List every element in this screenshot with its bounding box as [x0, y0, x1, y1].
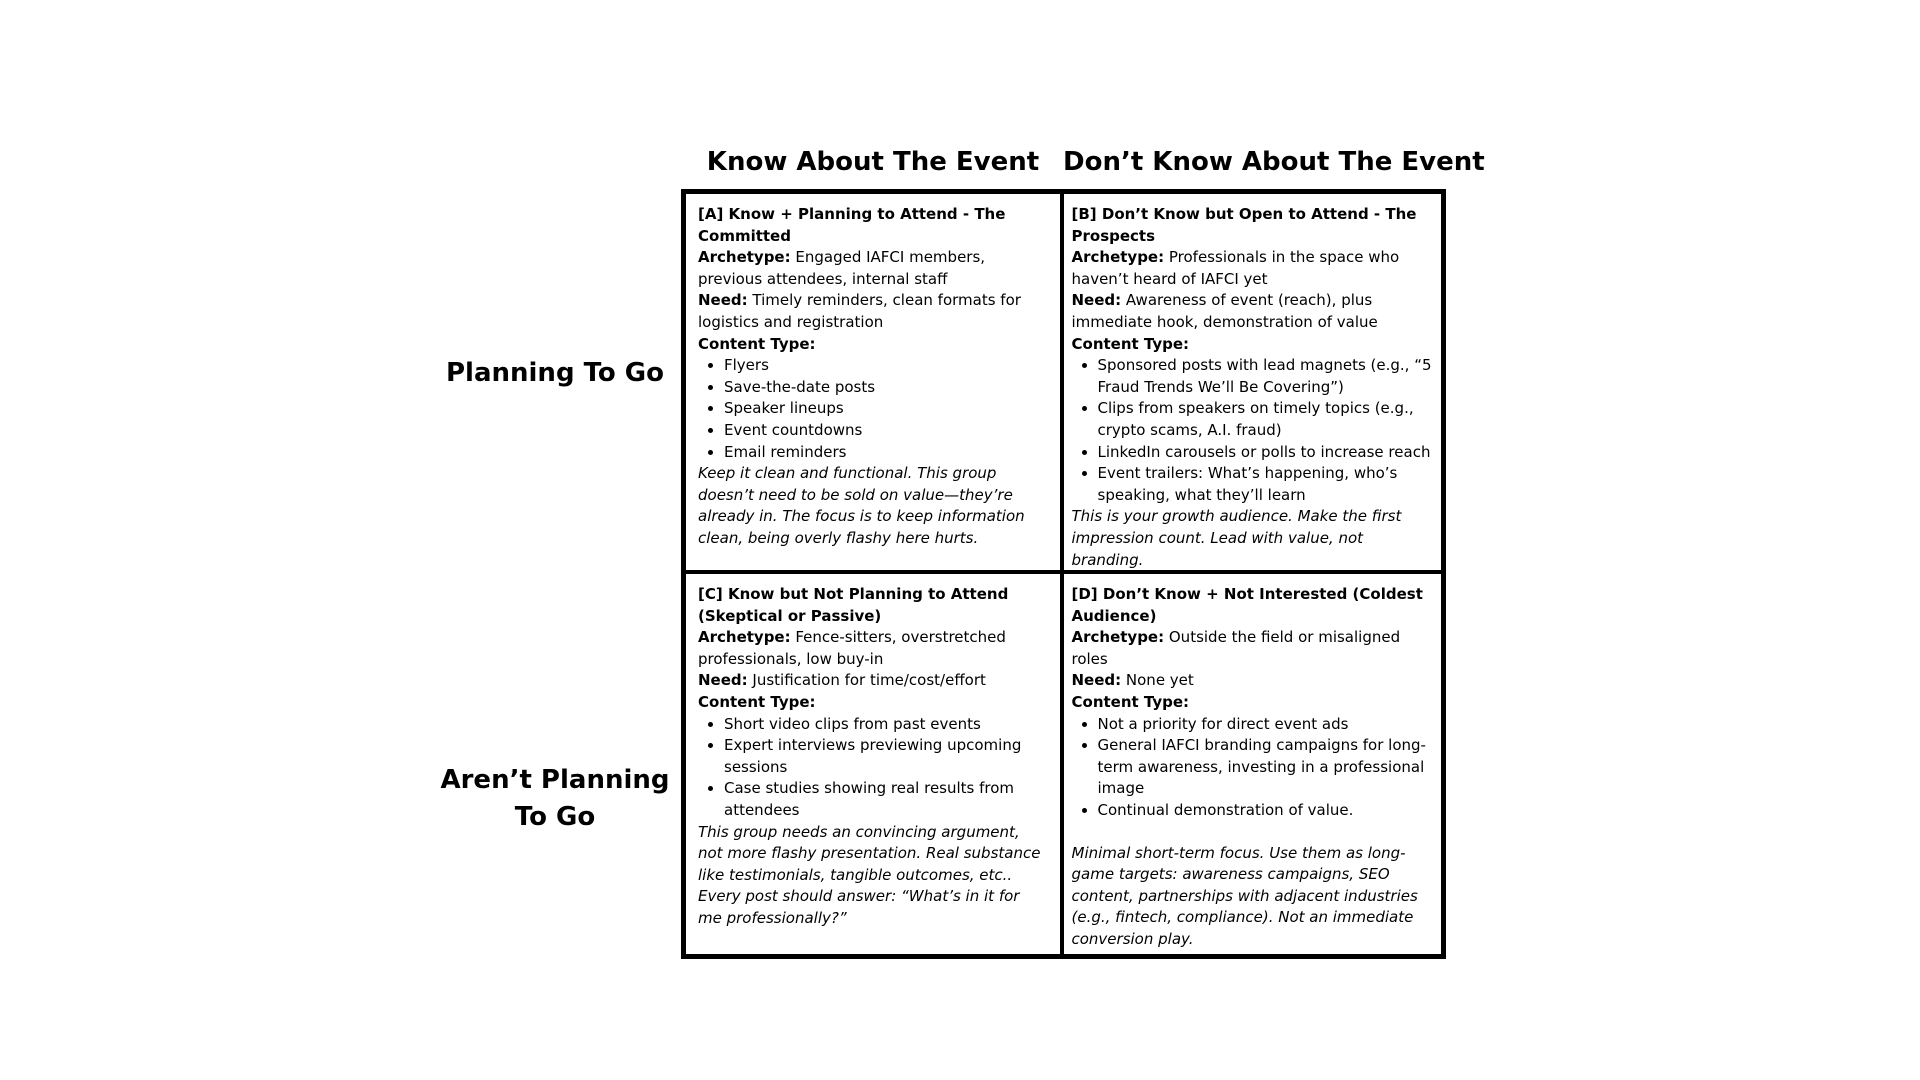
quadrant-b-need [1072, 290, 1434, 333]
quadrant-a-need [698, 290, 1048, 333]
quadrant-a-note: Keep it clean and functional. This group doesn’t need to be sold on value—they’re already in. The focus is to keep information clean, being overly flashy here hurts. [698, 464, 1025, 547]
quadrant-c [686, 574, 1064, 954]
row-header-not-planning: Aren’t Planning To Go [440, 765, 670, 832]
quadrant-d [1064, 574, 1442, 954]
archetype-value: Outside the field or misaligned roles [1071, 628, 1401, 668]
quadrant-b-content-list [1072, 355, 1434, 506]
quadrant-d-archetype [1072, 627, 1434, 670]
quadrant-b [1064, 194, 1442, 574]
list-item: • General IAFCI branding campaigns for long-term awareness, investing in a professional image [1098, 735, 1434, 800]
quadrant-b-title: [B] Don’t Know but Open to Attend - The Prospects [1071, 205, 1417, 245]
quadrant-d-content-list [1072, 714, 1434, 822]
quadrant-c-title: [C] Know but Not Planning to Attend (Skeptical or Passive) [698, 585, 1009, 625]
row-header-planning: Planning To Go [445, 358, 665, 388]
list-item: • Not a priority for direct event ads [1098, 714, 1434, 736]
list-item: • Short video clips from past events [724, 714, 1048, 736]
need-label: Need: [698, 671, 748, 690]
need-label: Need: [698, 291, 748, 310]
list-item: • Event countdowns [724, 420, 1048, 442]
list-item: • Speaker lineups [724, 398, 1048, 420]
archetype-value: Fence-sitters, overstretched professionals, low buy-in [698, 628, 1006, 668]
column-header-know: Know About The Event [706, 147, 1040, 177]
list-item: • Flyers [724, 355, 1048, 377]
need-label: Need: [1071, 291, 1122, 310]
list-item: • Expert interviews previewing upcoming sessions [724, 735, 1048, 778]
quadrant-b-archetype [1072, 247, 1434, 290]
column-header-dont-know: Don’t Know About The Event [1063, 147, 1485, 177]
quadrant-b-note: This is your growth audience. Make the first impression count. Lead with value, not branding. [1071, 507, 1402, 569]
quadrant-c-need [698, 670, 1048, 692]
need-value: Awareness of event (reach), plus immediate hook, demonstration of value [1071, 291, 1378, 331]
quadrant-c-content-list [698, 714, 1048, 822]
quadrant-c-note: This group needs an convincing argument, not more flashy presentation. Real substance like testimonials, tangible outcomes, etc.. Every post should answer: “What’s in it for me professionally?” [698, 822, 1041, 927]
list-item: • Sponsored posts with lead magnets (e.g., “5 Fraud Trends We’ll Be Covering”) [1098, 355, 1434, 398]
list-item: • Event trailers: What’s happening, who’s speaking, what they’ll learn [1098, 463, 1434, 506]
list-item: • Email reminders [724, 442, 1048, 464]
content-type-label: Content Type: [698, 692, 816, 711]
archetype-label: Archetype: [1071, 628, 1165, 647]
quadrant-a-content-list [698, 355, 1048, 463]
need-value: Justification for time/cost/effort [747, 671, 986, 690]
content-type-label: Content Type: [1071, 692, 1190, 711]
quadrant-a-archetype [698, 247, 1048, 290]
list-item: • Case studies showing real results from attendees [724, 778, 1048, 821]
archetype-label: Archetype: [698, 628, 791, 647]
content-type-label: Content Type: [698, 334, 816, 353]
list-item: • Continual demonstration of value. [1098, 800, 1434, 822]
archetype-value: Professionals in the space who haven’t heard of IAFCI yet [1071, 248, 1400, 288]
need-value: None yet [1121, 671, 1194, 690]
audience-matrix [681, 189, 1446, 959]
need-label: Need: [1071, 671, 1122, 690]
list-item: • Save-the-date posts [724, 377, 1048, 399]
list-item: • LinkedIn carousels or polls to increase reach [1098, 442, 1434, 464]
quadrant-a-title: [A] Know + Planning to Attend - The Committed [698, 205, 1006, 245]
need-value: Timely reminders, clean formats for logistics and registration [698, 291, 1021, 331]
quadrant-d-title: [D] Don’t Know + Not Interested (Coldest Audience) [1071, 585, 1423, 625]
archetype-label: Archetype: [698, 248, 791, 267]
content-type-label: Content Type: [1071, 334, 1190, 353]
quadrant-d-need [1072, 670, 1434, 692]
archetype-value: Engaged IAFCI members, previous attendees, internal staff [698, 248, 986, 288]
quadrant-c-archetype [698, 627, 1048, 670]
archetype-label: Archetype: [1071, 248, 1165, 267]
quadrant-d-note: Minimal short-term focus. Use them as long-game targets: awareness campaigns, SEO content, partnerships with adjacent industries (e.g., fintech, compliance). Not an immediate conversion play. [1071, 843, 1418, 948]
quadrant-a [686, 194, 1064, 574]
list-item: • Clips from speakers on timely topics (e.g., crypto scams, A.I. fraud) [1098, 398, 1434, 441]
